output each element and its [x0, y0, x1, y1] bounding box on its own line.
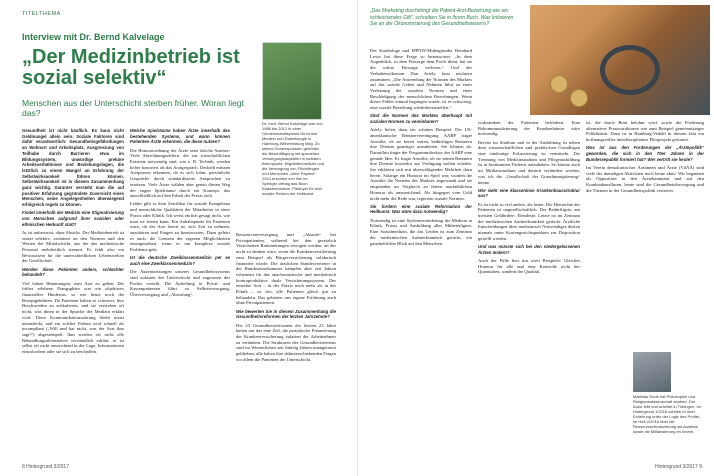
answer: Ressourcenversorgung und „Abstufe“ bei Privatpatienten, während bei den gesetzlich Versicherten Rationierungen erwogen werden, an der nicht zu denken wäre, wenn die Krankenversicherung zum Beispiel als Bürgerversicherung solidarisch finanziert würde. Die ärztlichen Standesvertreter in der Bundesärztekammer kämpfen aber seit Jahren vehement für das anachronistische und medizinisch kontraproduktive duale Versicherungssystem. Der einzelne Arzt – in der Praxis noch mehr als in der Klinik – ist frei, alle Patienten gleich gut zu behandeln. Das gebieten uns eigene Erfahrung auch ohne Privatpatienten.	[236, 232, 336, 306]
stethoscope-money-photo	[530, 5, 710, 115]
question: Was ist aus den Forderungen der „Ärztepolitik“ geworden, die sich in den 70er Jahren in der Bundesrepublik formiert hat? Wer vertritt sie heute?	[586, 145, 704, 162]
question: Welche Spielräume haben Ärzte innerhalb des bestehenden Systems, und wann können Patienten Ärzte erkennen, die diese nutzen?	[130, 128, 230, 145]
stethoscope-icon	[600, 45, 660, 95]
answer: Die Honorarordnung der Ärzte setzt falsche Anreize: Viele Abrechnungsziffern, die zur wirtschaftlichen Existenz notwendig sind, wie z. B. Technik, werden höher honoriert als das Arztgespräch. Deshalb müssen Arztpraxen erkennen, ob es sich lohnt, persönliche Gespräche durch standardisierte Ansprachen zu ersetzen. Viele Ärzte wählen aber genau diesen Weg der engen Spielräume durch ein Konzept, das ausschließlich auf den Erhalt der Praxis zielt.	[130, 147, 230, 199]
question: Findet innerhalb der Medizin eine Stigmatisierung von Menschen aufgrund ihrer sozialen oder ethnischen Herkunft statt?	[22, 210, 124, 227]
answer: Es ist nicht so viel anders, als heute. Die Hierarchie der Patienten ist ungesellschaftlich. Der Bedürftigste, am meisten Gefährdete, Elendeste, Letzte ist im Zentrum der medizinischen Aufmerksamkeit gerückt. Ärztliche Entscheidungen über medizinisch Notwendiges dürfen niemals unter Kostengesichtspunkten zur Disposition gestellt werden.	[478, 201, 580, 241]
coin-icon	[570, 89, 588, 107]
author-caption: Matthias Rude hat Philosophie und Religionswissenschaft studiert. Der Autor lebt und arbeitet in Tübingen. Im Hintergrund 1/2016 schrieb er über Erziehung unter der Logik des Profits, im Heft 2/2016 über die Ressourcenfinanzierung als Ausblick sowie die Militarisierung im Innern.	[633, 394, 701, 434]
author-photo	[633, 352, 671, 392]
coin-icon	[550, 75, 568, 93]
answer: Die Akzentsetzungen unseres Gesundheitssystems sind zulasten der Unterschicht und zugunsten des Profits verteilt. Die Aufteilung in Privat- und Kassenpatienten führt zu Selbstversorgung, Überversorgung und „Abstufung“.	[130, 269, 230, 297]
footer-right: Hintergrund 3/2017 9	[655, 464, 702, 470]
footer-left: 8 Hintergrund 3/2017	[22, 464, 69, 470]
right-column-1	[370, 48, 472, 458]
answer: wirksamkeit der Patienten befördern. Eine Rekommunalisierung der Krankenhäuser wäre notwendig.	[478, 120, 580, 137]
interviewee-photo	[262, 42, 322, 120]
intro-text: Gesundheit ist nicht käuflich. Es kann nicht Geldmangel allein sein. Soziale Faktoren sind dafür verantwortlich: Gesundheitsgefährdungen an Wohnort und Arbeitsplatz, Ausgrenzung von Teilhabe durch Barrieren etwa im Bildungssystem, unwürdige prekäre Arbeitsverhältnisse und Beziehungslagen, die letztlich zu einem Mangel an Erfahrung der Selbstwirksamkeit führen können. Selbstwirksamkeit ist in diesem Zusammenhang ganz wichtig. Darunter versteht man die auf positiver Erfahrung gegründete Zuversicht eines Menschen, seine Angelegenheiten überwiegend erfolgreich regeln zu können.	[22, 128, 124, 208]
answer: Im Verein demokratischer Ärztinnen und Ärzte (VdÄÄ) sind viele der damaligen Aktivisten noch heute aktiv. Wir begannen als Opposition in den Ärztekammern und auf den Krankenhausfluren, heute sind die Gesundheitsbewegung und die Themen in der Gesundheitspolitik vertreten.	[586, 164, 704, 193]
answer: Viel haben Hemmungen, zum Arzt zu gehen. Die früher erlebene Prangsphäre war ein objektives finanzielles Hindernis, so wie heute noch die Rezeptgebühren. Da Patienten haben es schwerer, ihre Beschwerden zu artikulieren, und sie verstehen oft nicht, was ihnen in der Sprache der Medizin erklärt wird. Diese Kommunikationsstörung bleibt meist unentdeckt, und ein solcher Patient wird schnell als incompliant („Will und hat nicht, was der Arzt ihm sagt!“) abgestempelt. Ihm werden oft nicht alle Behandlungsalternativen verständlich erklärt, er ist selbst oft nicht ausreichend in der Lage, Informationen einzufordern oder sie sich zu beschaffen.	[22, 280, 124, 355]
answer: Notwendig ist eine Systemveränderung der Medizin in Klinik, Praxis und Ausbildung aller Mitbeteiligten. Eine Sozialmedizin, die das Leiden ist zum Zentrum der medizinischen Aufmerksamkeit gerückt, ein ganzheitlicher Blick auf den Menschen.	[370, 217, 472, 246]
answer: Ariely liefert dazu ein schönes Beispiel: Die US-amerikanische Rentnervereinigung AARP fragte Anwälte, ob sie bereit wären, bedürftigen Rentnern ihre Dienste günstiger anzubieten. Sie lehnten ab. Daraufhin fragte der Programmdirektor der AARP eine geniale Idee: Er fragte Anwälte, ob sie seinen Rentnern ihre Dienste kostenlos zur Verfügung stellen würden. Sie erklärten sich mit überwältigender Mehrheit dazu bereit. Solange ein Honorar im Spiel war, wurden die Anwälte die Normen des Marktes angewandt und sie empfanden im Vergleich zu ihrem marktüblichen Honorar als unzureichend. Als hingegen vom Geld nicht mehr die Rede war, regierten soziale Normen.	[370, 127, 472, 201]
question: Und was müsste sich bei den niedergelassenen Ärzten ändern?	[478, 244, 580, 255]
column-2	[130, 128, 230, 460]
answer: Auch der Fülle hier nur zwei Beispiele: Gleiches Honorar für alle und eine Kontrolle nicht der Quantitäten, sondern der Qualität.	[478, 257, 580, 275]
answer: ist, die durch Boni belohnt wird, sowie die Förderung alternativer Praxisstrukturen wie zum Beispiel gemeinnütziger Poliklinken. Dazu ist in Hamburg-Veddel in diesem Jahr ein hoffnungsvolles interdisziplinäres Pilotprojekt gestartet.	[586, 120, 704, 143]
column-3	[236, 232, 336, 460]
photo-caption: Dr. med. Bernd Kalvelage war von 1986 bis 2012 in einer Gemeinschaftspraxis für innere Medizin und Diabetologie in Hamburg-Wilhelmsburg tätig. Zu seinen Schwerpunkten gehörten die Beschäftigung mit speziellen Versorgungsaspekten in sozialen Brennpunkt, Migrantenmedizin und die Versorgung von Flüchtlingen und Menschen „ohne Papiere“. 2014 erschien von ihm im Springer-Verlag das Buch Klassenmedizin. Plädoyer für eine soziale Reform der Heilkunst.	[262, 121, 325, 196]
question: Wie sieht eine klassenlose Krankenhausstruktur aus?	[478, 187, 580, 199]
right-column-3	[586, 120, 704, 348]
answer: Bereits im Studium und in der Ausbildung ist neben dem wissenschaftlichen und praktischen Grundlagen eine eindeutige Fokussierung zu vermitteln. Die Trennung von Medizinstudium und Pflegeausbildung ist in bestimmten Fächern aufzuheben. So könnte auch im Medizinstudium und danach verhindert werden, was ich die „Gesellschaft der Grundimmigrierung“ nenne.	[478, 139, 580, 185]
pull-quote: „Das Marketing durchdringt die Patient-Arzt-Beziehung wie ein schleichendes Gift“, schreiben Sie in Ihrem Buch. Was kritisieren Sie an der Ökonomisierung des Gesundheitswesens?	[370, 8, 514, 27]
question: Wie bewerten Sie in diesem Zusammenhang die Gesundheitsreformen der letzten Jahrzehnte?	[236, 308, 336, 320]
right-column-2	[478, 120, 580, 458]
kicker: Interview mit Dr. Bernd Kalvelage	[22, 32, 165, 42]
headline: „Der Medizinbetrieb ist sozial selektiv“	[22, 46, 240, 89]
answer: Leider gibt es kein Zertifikat für soziale Kompetenz und menschliche Qualitäten der Mitarbeiter in einer Praxis oder Klinik. Ich weiss ehrlich gesagt nicht, wie man sie lernen kann. Ein Anhaltspunkt für Patienten wäre, ob der Arzt bereit ist, sich Zeit zu nehmen, zuzuhören und Fragen zu beantworten. Dazu gehört es auch, die Grenzen der eigenen Möglichkeiten einzugestehen, wenn es um komplexe soziale Probleme geht.	[130, 201, 230, 253]
section-label: TITELTHEMA	[22, 11, 61, 17]
question: Werden diese Patienten anders, schlechter behandelt?	[22, 266, 124, 278]
question: Sind die Normen des Marktes überhaupt mit sozialen Normen zu vereinbaren?	[370, 113, 472, 124]
question: Sie fordern eine soziale Reformation der Heilkunst. Was wäre dazu notwendig?	[370, 203, 472, 215]
right-page	[357, 0, 714, 476]
answer: Ja, ist unbewusst, ohne Absicht. Der Medizinbetrieb ist sozial selektiv, orientiert an den Normen und den Werten der Mittelschicht, aus der das medizinische Personal mehrheitlich stammt. Es fehlt also ein Bewusstsein für die unterschiedlichen Lebenswelten der Gesellschaft.	[22, 229, 124, 264]
answer: Der Kardiologe und IPPNW-Mitbegründer Bernhard Lown hat diese Frage so beantwortet: „In dem Augenblick, in dem Fürsorge dem Profit dient, hat sie die wahre Fürsorge verloren.“ Und der Verhaltensökonom Dan Ariely fasst nüchtern zusammen: „Die Anwendung der Normen des Marktes auf das soziale Geben und Nehmen führt zu einer Verletzung der sozialen Normen und einer Beschädigung der menschlichen Beziehungen. Wenn dieser Fehler einmal begangen wurde, ist es schwierig, eine soziale Beziehung wiederherzustellen.“	[370, 48, 472, 111]
column-1	[22, 128, 124, 460]
subhead: Menschen aus der Unterschicht sterben früher. Woran liegt das?	[22, 98, 244, 118]
question: Ist die deutsche Zweiklassenmedizin per se auch eine Zweiklassenmedizin?	[130, 255, 230, 266]
answer: Die 23 Gesundheitsreformen der letzten 23 Jahre hatten nur das eine Ziel, die paritätische Finanzierung der Krankenversicherung zulasten der Arbeitnehmer zu verändern. Die Strukturen des Gesundheitswesens sind im Wesentlichen seit fünfzig Jahren unangetastet geblieben, alle haben ihre dahinterschiebenden Fragen vor allem die Patienten der Unterschicht.	[236, 322, 336, 362]
